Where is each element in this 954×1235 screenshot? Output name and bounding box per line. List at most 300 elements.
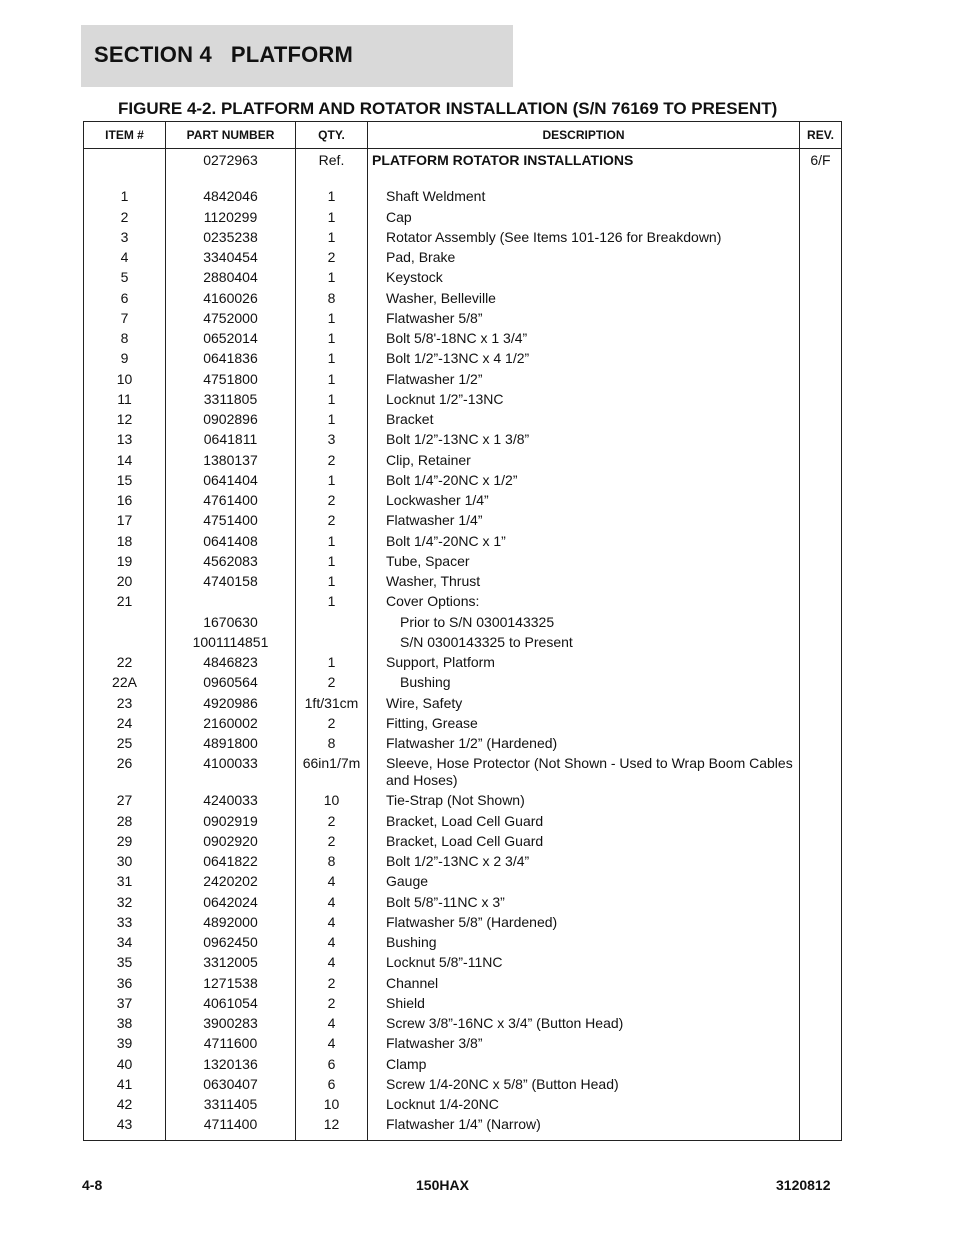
cell-part-number: 0641836 bbox=[166, 350, 296, 370]
cell-item bbox=[84, 149, 166, 173]
cell-rev bbox=[800, 853, 842, 873]
cell-item: 24 bbox=[84, 715, 166, 735]
cell-description: Washer, Thrust bbox=[368, 573, 800, 593]
section-title: SECTION 4 PLATFORM bbox=[94, 42, 354, 67]
cell-qty: 2 bbox=[296, 674, 368, 694]
table-row bbox=[84, 269, 842, 289]
cell-rev bbox=[800, 1116, 842, 1141]
cell-part-number: 4562083 bbox=[166, 553, 296, 573]
cell-rev bbox=[800, 934, 842, 954]
cell-rev: 6/F bbox=[800, 149, 842, 173]
cell-rev bbox=[800, 553, 842, 573]
table-row bbox=[84, 813, 842, 833]
cell-item: 20 bbox=[84, 573, 166, 593]
cell-item bbox=[84, 634, 166, 654]
cell-item: 42 bbox=[84, 1096, 166, 1116]
table-row bbox=[84, 634, 842, 654]
cell-rev bbox=[800, 371, 842, 391]
table-row bbox=[84, 411, 842, 431]
page-number: 4-8 bbox=[82, 1177, 103, 1193]
cell-description: Locknut 5/8”-11NC bbox=[368, 954, 800, 974]
cell-qty: 1 bbox=[296, 391, 368, 411]
table-row bbox=[84, 229, 842, 249]
cell-description: Fitting, Grease bbox=[368, 715, 800, 735]
parts-table bbox=[83, 121, 842, 1141]
cell-item: 1 bbox=[84, 188, 166, 208]
cell-item: 25 bbox=[84, 735, 166, 755]
cell-item: 5 bbox=[84, 269, 166, 289]
cell-part-number: 1380137 bbox=[166, 452, 296, 472]
cell-item: 35 bbox=[84, 954, 166, 974]
table-row bbox=[84, 573, 842, 593]
cell-description: Bolt 1/2”-13NC x 4 1/2” bbox=[368, 350, 800, 370]
table-row bbox=[84, 209, 842, 229]
cell-part-number bbox=[166, 593, 296, 613]
cell-qty: 2 bbox=[296, 813, 368, 833]
cell-part-number: 0641822 bbox=[166, 853, 296, 873]
cell-description: S/N 0300143325 to Present bbox=[368, 634, 800, 654]
table-row bbox=[84, 371, 842, 391]
cell-part-number: 4891800 bbox=[166, 735, 296, 755]
table-row bbox=[84, 1076, 842, 1096]
cell-qty bbox=[296, 634, 368, 654]
table-row bbox=[84, 249, 842, 269]
cell-part-number: 3312005 bbox=[166, 954, 296, 974]
cell-item: 22 bbox=[84, 654, 166, 674]
cell-item: 13 bbox=[84, 431, 166, 451]
table-row bbox=[84, 1116, 842, 1141]
cell-description: Flatwasher 1/2” bbox=[368, 371, 800, 391]
table-row bbox=[84, 674, 842, 694]
spacer-cell bbox=[368, 172, 800, 188]
cell-item: 17 bbox=[84, 512, 166, 532]
table-row bbox=[84, 1015, 842, 1035]
cell-qty: 1 bbox=[296, 188, 368, 208]
cell-rev bbox=[800, 1035, 842, 1055]
cell-part-number: 1001114851 bbox=[166, 634, 296, 654]
table-row bbox=[84, 1035, 842, 1055]
cell-item: 6 bbox=[84, 290, 166, 310]
cell-part-number: 1320136 bbox=[166, 1056, 296, 1076]
cell-rev bbox=[800, 573, 842, 593]
spacer-row bbox=[84, 172, 842, 188]
table-row bbox=[84, 290, 842, 310]
cell-item: 10 bbox=[84, 371, 166, 391]
cell-description: Support, Platform bbox=[368, 654, 800, 674]
cell-rev bbox=[800, 472, 842, 492]
table-row bbox=[84, 431, 842, 451]
header-description: DESCRIPTION bbox=[368, 122, 800, 149]
cell-qty: 66in1/7m bbox=[296, 755, 368, 792]
cell-description: Bolt 1/2”-13NC x 1 3/8” bbox=[368, 431, 800, 451]
spacer-cell bbox=[166, 172, 296, 188]
cell-rev bbox=[800, 813, 842, 833]
cell-part-number: 4711400 bbox=[166, 1116, 296, 1141]
cell-qty: 1 bbox=[296, 654, 368, 674]
cell-item: 21 bbox=[84, 593, 166, 613]
cell-rev bbox=[800, 411, 842, 431]
table-row bbox=[84, 512, 842, 532]
cell-qty: 1 bbox=[296, 330, 368, 350]
document-number: 3120812 bbox=[776, 1177, 831, 1193]
cell-item: 9 bbox=[84, 350, 166, 370]
cell-qty: 10 bbox=[296, 1096, 368, 1116]
table-row bbox=[84, 533, 842, 553]
table-row bbox=[84, 792, 842, 812]
cell-qty: 2 bbox=[296, 452, 368, 472]
cell-part-number: 0902919 bbox=[166, 813, 296, 833]
cell-qty: 4 bbox=[296, 894, 368, 914]
cell-qty: 4 bbox=[296, 934, 368, 954]
cell-description: Bushing bbox=[368, 934, 800, 954]
cell-part-number: 4061054 bbox=[166, 995, 296, 1015]
cell-item: 37 bbox=[84, 995, 166, 1015]
cell-qty: 6 bbox=[296, 1056, 368, 1076]
cell-description: Shield bbox=[368, 995, 800, 1015]
cell-qty: 12 bbox=[296, 1116, 368, 1141]
cell-qty: 3 bbox=[296, 431, 368, 451]
cell-item: 22A bbox=[84, 674, 166, 694]
cell-part-number: 4842046 bbox=[166, 188, 296, 208]
cell-rev bbox=[800, 1056, 842, 1076]
cell-rev bbox=[800, 188, 842, 208]
cell-rev bbox=[800, 310, 842, 330]
table-row bbox=[84, 149, 842, 173]
header-part-number: PART NUMBER bbox=[166, 122, 296, 149]
cell-part-number: 4240033 bbox=[166, 792, 296, 812]
cell-item: 4 bbox=[84, 249, 166, 269]
cell-rev bbox=[800, 1015, 842, 1035]
cell-rev bbox=[800, 792, 842, 812]
cell-qty: 2 bbox=[296, 995, 368, 1015]
cell-qty: 1 bbox=[296, 411, 368, 431]
cell-description: Bolt 5/8”-11NC x 3” bbox=[368, 894, 800, 914]
cell-item bbox=[84, 614, 166, 634]
cell-description: Bolt 1/4”-20NC x 1/2” bbox=[368, 472, 800, 492]
cell-description: Keystock bbox=[368, 269, 800, 289]
cell-description: Bushing bbox=[368, 674, 800, 694]
table-row bbox=[84, 755, 842, 792]
table-row bbox=[84, 350, 842, 370]
cell-rev bbox=[800, 209, 842, 229]
cell-qty: 2 bbox=[296, 975, 368, 995]
cell-item: 30 bbox=[84, 853, 166, 873]
cell-item: 15 bbox=[84, 472, 166, 492]
table-row bbox=[84, 1096, 842, 1116]
cell-part-number: 4761400 bbox=[166, 492, 296, 512]
cell-rev bbox=[800, 715, 842, 735]
cell-rev bbox=[800, 431, 842, 451]
cell-description: Shaft Weldment bbox=[368, 188, 800, 208]
cell-item: 29 bbox=[84, 833, 166, 853]
table-row bbox=[84, 391, 842, 411]
cell-qty: 1 bbox=[296, 229, 368, 249]
table-row bbox=[84, 833, 842, 853]
cell-qty: 2 bbox=[296, 249, 368, 269]
cell-part-number: 0630407 bbox=[166, 1076, 296, 1096]
figure-title: FIGURE 4-2. PLATFORM AND ROTATOR INSTALLATION (S/N 76169 TO PRESENT) bbox=[118, 99, 778, 118]
cell-qty: 4 bbox=[296, 1035, 368, 1055]
cell-item: 33 bbox=[84, 914, 166, 934]
cell-part-number: 3311805 bbox=[166, 391, 296, 411]
cell-qty: 4 bbox=[296, 1015, 368, 1035]
cell-description: Prior to S/N 0300143325 bbox=[368, 614, 800, 634]
cell-qty: 1 bbox=[296, 533, 368, 553]
table-row bbox=[84, 735, 842, 755]
cell-item: 8 bbox=[84, 330, 166, 350]
cell-description: Bracket bbox=[368, 411, 800, 431]
cell-description: Channel bbox=[368, 975, 800, 995]
cell-part-number: 0902920 bbox=[166, 833, 296, 853]
cell-part-number: 4740158 bbox=[166, 573, 296, 593]
cell-description: Lockwasher 1/4” bbox=[368, 492, 800, 512]
cell-description: Rotator Assembly (See Items 101-126 for Breakdown) bbox=[368, 229, 800, 249]
cell-qty: 1 bbox=[296, 553, 368, 573]
cell-rev bbox=[800, 593, 842, 613]
spacer-cell bbox=[296, 172, 368, 188]
cell-part-number: 0962450 bbox=[166, 934, 296, 954]
cell-description: Cap bbox=[368, 209, 800, 229]
cell-qty: 4 bbox=[296, 914, 368, 934]
cell-description: Bolt 5/8'-18NC x 1 3/4” bbox=[368, 330, 800, 350]
cell-description: Flatwasher 1/2” (Hardened) bbox=[368, 735, 800, 755]
cell-qty: 2 bbox=[296, 833, 368, 853]
cell-rev bbox=[800, 975, 842, 995]
cell-description: Clamp bbox=[368, 1056, 800, 1076]
table-header-row bbox=[84, 122, 842, 149]
cell-description: Screw 1/4-20NC x 5/8” (Button Head) bbox=[368, 1076, 800, 1096]
table-row bbox=[84, 472, 842, 492]
cell-description: Bolt 1/4”-20NC x 1” bbox=[368, 533, 800, 553]
header-qty: QTY. bbox=[296, 122, 368, 149]
table-row bbox=[84, 975, 842, 995]
table-row bbox=[84, 1056, 842, 1076]
cell-qty: 2 bbox=[296, 715, 368, 735]
table-row bbox=[84, 452, 842, 472]
spacer-cell bbox=[800, 172, 842, 188]
cell-description: Bolt 1/2”-13NC x 2 3/4” bbox=[368, 853, 800, 873]
cell-rev bbox=[800, 290, 842, 310]
cell-description: Flatwasher 1/4” (Narrow) bbox=[368, 1116, 800, 1141]
table-row bbox=[84, 995, 842, 1015]
cell-item: 12 bbox=[84, 411, 166, 431]
table-row bbox=[84, 853, 842, 873]
cell-description: Flatwasher 1/4” bbox=[368, 512, 800, 532]
cell-item: 41 bbox=[84, 1076, 166, 1096]
cell-qty: 1 bbox=[296, 350, 368, 370]
table-row bbox=[84, 954, 842, 974]
cell-qty: 4 bbox=[296, 954, 368, 974]
cell-qty: Ref. bbox=[296, 149, 368, 173]
cell-item: 18 bbox=[84, 533, 166, 553]
cell-item: 40 bbox=[84, 1056, 166, 1076]
cell-part-number: 0641408 bbox=[166, 533, 296, 553]
cell-rev bbox=[800, 833, 842, 853]
cell-qty: 1 bbox=[296, 593, 368, 613]
cell-rev bbox=[800, 350, 842, 370]
cell-item: 31 bbox=[84, 873, 166, 893]
cell-rev bbox=[800, 755, 842, 792]
cell-qty bbox=[296, 614, 368, 634]
cell-part-number: 4100033 bbox=[166, 755, 296, 792]
cell-rev bbox=[800, 330, 842, 350]
cell-rev bbox=[800, 391, 842, 411]
cell-description: Pad, Brake bbox=[368, 249, 800, 269]
cell-item: 36 bbox=[84, 975, 166, 995]
cell-description: Gauge bbox=[368, 873, 800, 893]
cell-item: 23 bbox=[84, 695, 166, 715]
cell-description: Flatwasher 5/8” bbox=[368, 310, 800, 330]
table-row bbox=[84, 873, 842, 893]
cell-rev bbox=[800, 512, 842, 532]
cell-item: 39 bbox=[84, 1035, 166, 1055]
cell-part-number: 0652014 bbox=[166, 330, 296, 350]
cell-qty: 4 bbox=[296, 873, 368, 893]
cell-part-number: 0641404 bbox=[166, 472, 296, 492]
cell-item: 3 bbox=[84, 229, 166, 249]
header-item: ITEM # bbox=[84, 122, 166, 149]
cell-rev bbox=[800, 533, 842, 553]
table-row bbox=[84, 654, 842, 674]
table-row bbox=[84, 934, 842, 954]
cell-rev bbox=[800, 229, 842, 249]
spacer-cell bbox=[84, 172, 166, 188]
cell-part-number: 0272963 bbox=[166, 149, 296, 173]
cell-qty: 1 bbox=[296, 269, 368, 289]
cell-rev bbox=[800, 873, 842, 893]
cell-rev bbox=[800, 1076, 842, 1096]
cell-qty: 2 bbox=[296, 512, 368, 532]
cell-description: Flatwasher 5/8” (Hardened) bbox=[368, 914, 800, 934]
cell-qty: 8 bbox=[296, 735, 368, 755]
cell-qty: 1 bbox=[296, 573, 368, 593]
cell-item: 32 bbox=[84, 894, 166, 914]
cell-description: Bracket, Load Cell Guard bbox=[368, 833, 800, 853]
cell-description: Clip, Retainer bbox=[368, 452, 800, 472]
cell-rev bbox=[800, 954, 842, 974]
cell-part-number: 1670630 bbox=[166, 614, 296, 634]
cell-item: 26 bbox=[84, 755, 166, 792]
cell-qty: 1 bbox=[296, 209, 368, 229]
cell-description: Tie-Strap (Not Shown) bbox=[368, 792, 800, 812]
cell-item: 11 bbox=[84, 391, 166, 411]
table-row bbox=[84, 715, 842, 735]
cell-rev bbox=[800, 914, 842, 934]
cell-qty: 10 bbox=[296, 792, 368, 812]
cell-qty: 8 bbox=[296, 853, 368, 873]
cell-part-number: 4752000 bbox=[166, 310, 296, 330]
cell-part-number: 4751800 bbox=[166, 371, 296, 391]
cell-rev bbox=[800, 995, 842, 1015]
model-name: 150HAX bbox=[416, 1177, 469, 1193]
cell-rev bbox=[800, 492, 842, 512]
cell-rev bbox=[800, 634, 842, 654]
cell-part-number: 4751400 bbox=[166, 512, 296, 532]
cell-description: Washer, Belleville bbox=[368, 290, 800, 310]
cell-part-number: 4711600 bbox=[166, 1035, 296, 1055]
cell-part-number: 0641811 bbox=[166, 431, 296, 451]
cell-qty: 6 bbox=[296, 1076, 368, 1096]
cell-qty: 1ft/31cm bbox=[296, 695, 368, 715]
cell-item: 7 bbox=[84, 310, 166, 330]
cell-description: Tube, Spacer bbox=[368, 553, 800, 573]
cell-part-number: 0642024 bbox=[166, 894, 296, 914]
cell-part-number: 3340454 bbox=[166, 249, 296, 269]
table-row bbox=[84, 553, 842, 573]
cell-description: Sleeve, Hose Protector (Not Shown - Used to Wrap Boom Cables and Hoses) bbox=[368, 755, 800, 792]
table-row bbox=[84, 593, 842, 613]
cell-item: 38 bbox=[84, 1015, 166, 1035]
cell-rev bbox=[800, 674, 842, 694]
cell-part-number: 4846823 bbox=[166, 654, 296, 674]
table-row bbox=[84, 614, 842, 634]
cell-part-number: 0235238 bbox=[166, 229, 296, 249]
cell-rev bbox=[800, 249, 842, 269]
cell-rev bbox=[800, 269, 842, 289]
cell-description: Locknut 1/4-20NC bbox=[368, 1096, 800, 1116]
parts-table-body bbox=[84, 149, 842, 1141]
cell-qty: 1 bbox=[296, 310, 368, 330]
cell-item: 16 bbox=[84, 492, 166, 512]
cell-part-number: 1271538 bbox=[166, 975, 296, 995]
cell-rev bbox=[800, 735, 842, 755]
cell-item: 19 bbox=[84, 553, 166, 573]
cell-description: PLATFORM ROTATOR INSTALLATIONS bbox=[368, 149, 800, 173]
cell-part-number: 0960564 bbox=[166, 674, 296, 694]
cell-description: Cover Options: bbox=[368, 593, 800, 613]
cell-qty: 2 bbox=[296, 492, 368, 512]
cell-qty: 1 bbox=[296, 472, 368, 492]
cell-rev bbox=[800, 654, 842, 674]
table-row bbox=[84, 330, 842, 350]
cell-item: 14 bbox=[84, 452, 166, 472]
cell-item: 34 bbox=[84, 934, 166, 954]
cell-description: Screw 3/8”-16NC x 3/4” (Button Head) bbox=[368, 1015, 800, 1035]
table-row bbox=[84, 894, 842, 914]
cell-part-number: 4920986 bbox=[166, 695, 296, 715]
table-row bbox=[84, 310, 842, 330]
cell-rev bbox=[800, 614, 842, 634]
cell-part-number: 2420202 bbox=[166, 873, 296, 893]
cell-rev bbox=[800, 695, 842, 715]
cell-description: Locknut 1/2”-13NC bbox=[368, 391, 800, 411]
cell-part-number: 4892000 bbox=[166, 914, 296, 934]
table-row bbox=[84, 914, 842, 934]
cell-part-number: 0902896 bbox=[166, 411, 296, 431]
cell-item: 43 bbox=[84, 1116, 166, 1141]
cell-description: Bracket, Load Cell Guard bbox=[368, 813, 800, 833]
cell-part-number: 3311405 bbox=[166, 1096, 296, 1116]
cell-part-number: 2160002 bbox=[166, 715, 296, 735]
cell-part-number: 2880404 bbox=[166, 269, 296, 289]
cell-item: 27 bbox=[84, 792, 166, 812]
cell-rev bbox=[800, 1096, 842, 1116]
table-row bbox=[84, 695, 842, 715]
cell-item: 2 bbox=[84, 209, 166, 229]
header-rev: REV. bbox=[800, 122, 842, 149]
cell-part-number: 4160026 bbox=[166, 290, 296, 310]
cell-rev bbox=[800, 894, 842, 914]
cell-qty: 8 bbox=[296, 290, 368, 310]
cell-rev bbox=[800, 452, 842, 472]
table-row bbox=[84, 492, 842, 512]
cell-part-number: 1120299 bbox=[166, 209, 296, 229]
table-row bbox=[84, 188, 842, 208]
cell-item: 28 bbox=[84, 813, 166, 833]
cell-description: Flatwasher 3/8” bbox=[368, 1035, 800, 1055]
cell-part-number: 3900283 bbox=[166, 1015, 296, 1035]
cell-qty: 1 bbox=[296, 371, 368, 391]
